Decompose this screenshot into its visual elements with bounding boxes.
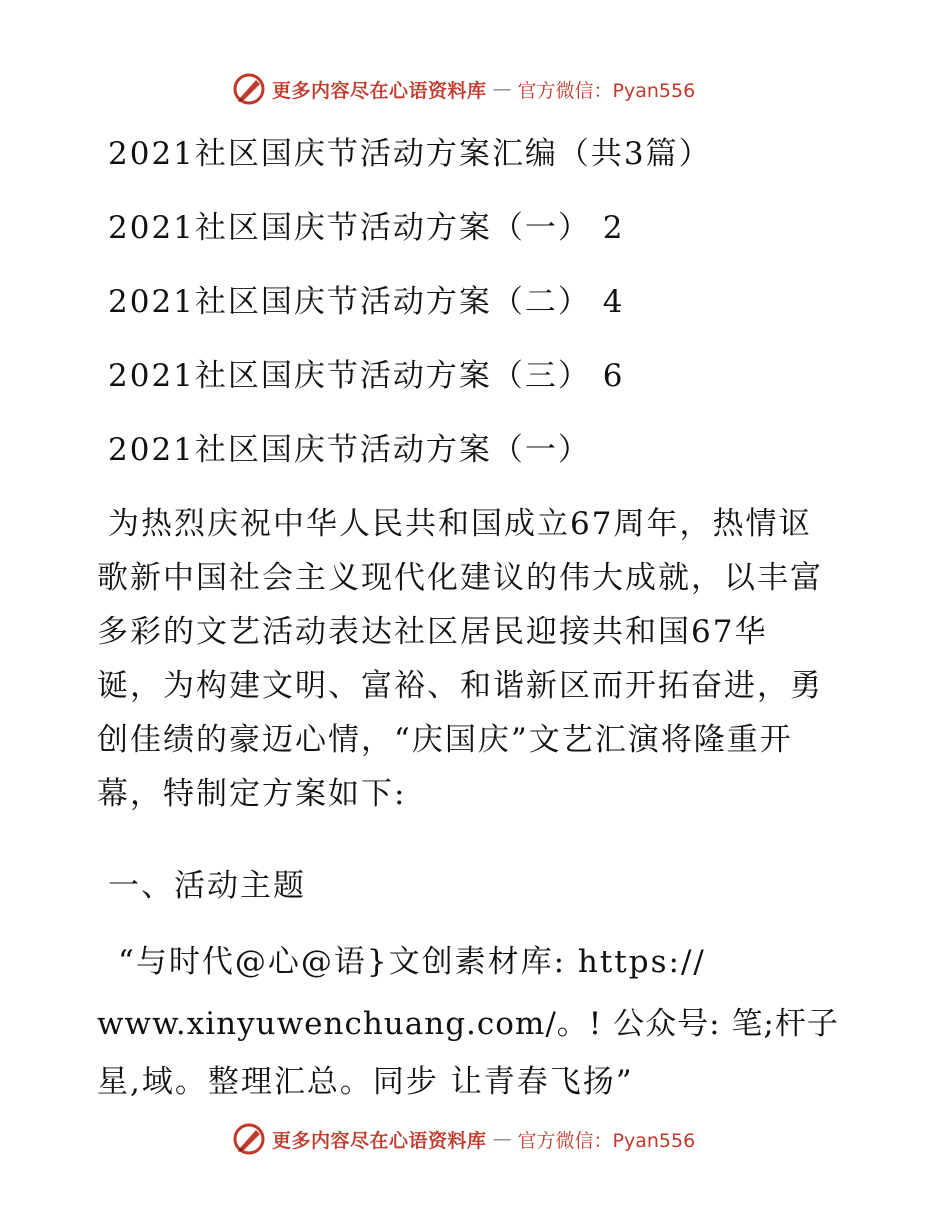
intro-line: 为热烈庆祝中华人民共和国成立67周年，热情讴 [108, 506, 812, 542]
pen-logo-icon [232, 72, 266, 106]
subheading: 一、活动主题 [108, 868, 306, 904]
theme-line: 星,域。整理汇总。同步 让青春飞扬” [97, 1064, 634, 1100]
banner-wechat: 官方微信：Pyan556 [517, 1129, 696, 1152]
banner-title: 更多内容尽在心语资料库 [272, 1129, 487, 1152]
banner-title: 更多内容尽在心语资料库 [272, 79, 487, 102]
intro-line: 诞，为构建文明、富裕、和谐新区而开拓奋进，勇 [97, 668, 823, 704]
pen-logo-icon [232, 1122, 266, 1156]
section-heading: 2021社区国庆节活动方案（一） [108, 432, 591, 468]
header-banner [232, 72, 695, 106]
toc-item[interactable]: 2021社区国庆节活动方案（一） 2 [108, 210, 625, 246]
banner-separator: — [492, 1128, 512, 1150]
banner-separator: — [492, 78, 512, 100]
banner-wechat: 官方微信：Pyan556 [517, 79, 696, 102]
theme-line: www.xinyuwenchuang.com/。! 公众号: 笔;杆子 [97, 1006, 839, 1042]
intro-line: 创佳绩的豪迈心情，“庆国庆”文艺汇演将隆重开 [97, 722, 793, 758]
intro-line: 歌新中国社会主义现代化建议的伟大成就，以丰富 [97, 560, 823, 596]
theme-line: “与时代@心@语}文创素材库: https:// [118, 944, 706, 980]
intro-line: 幕，特制定方案如下: [97, 776, 407, 812]
toc-item[interactable]: 2021社区国庆节活动方案（三） 6 [108, 358, 625, 394]
intro-line: 多彩的文艺活动表达社区居民迎接共和国67华 [97, 614, 768, 650]
toc-item[interactable]: 2021社区国庆节活动方案（二） 4 [108, 284, 625, 320]
toc-title: 2021社区国庆节活动方案汇编（共3篇） [108, 136, 712, 172]
footer-banner [232, 1122, 695, 1156]
